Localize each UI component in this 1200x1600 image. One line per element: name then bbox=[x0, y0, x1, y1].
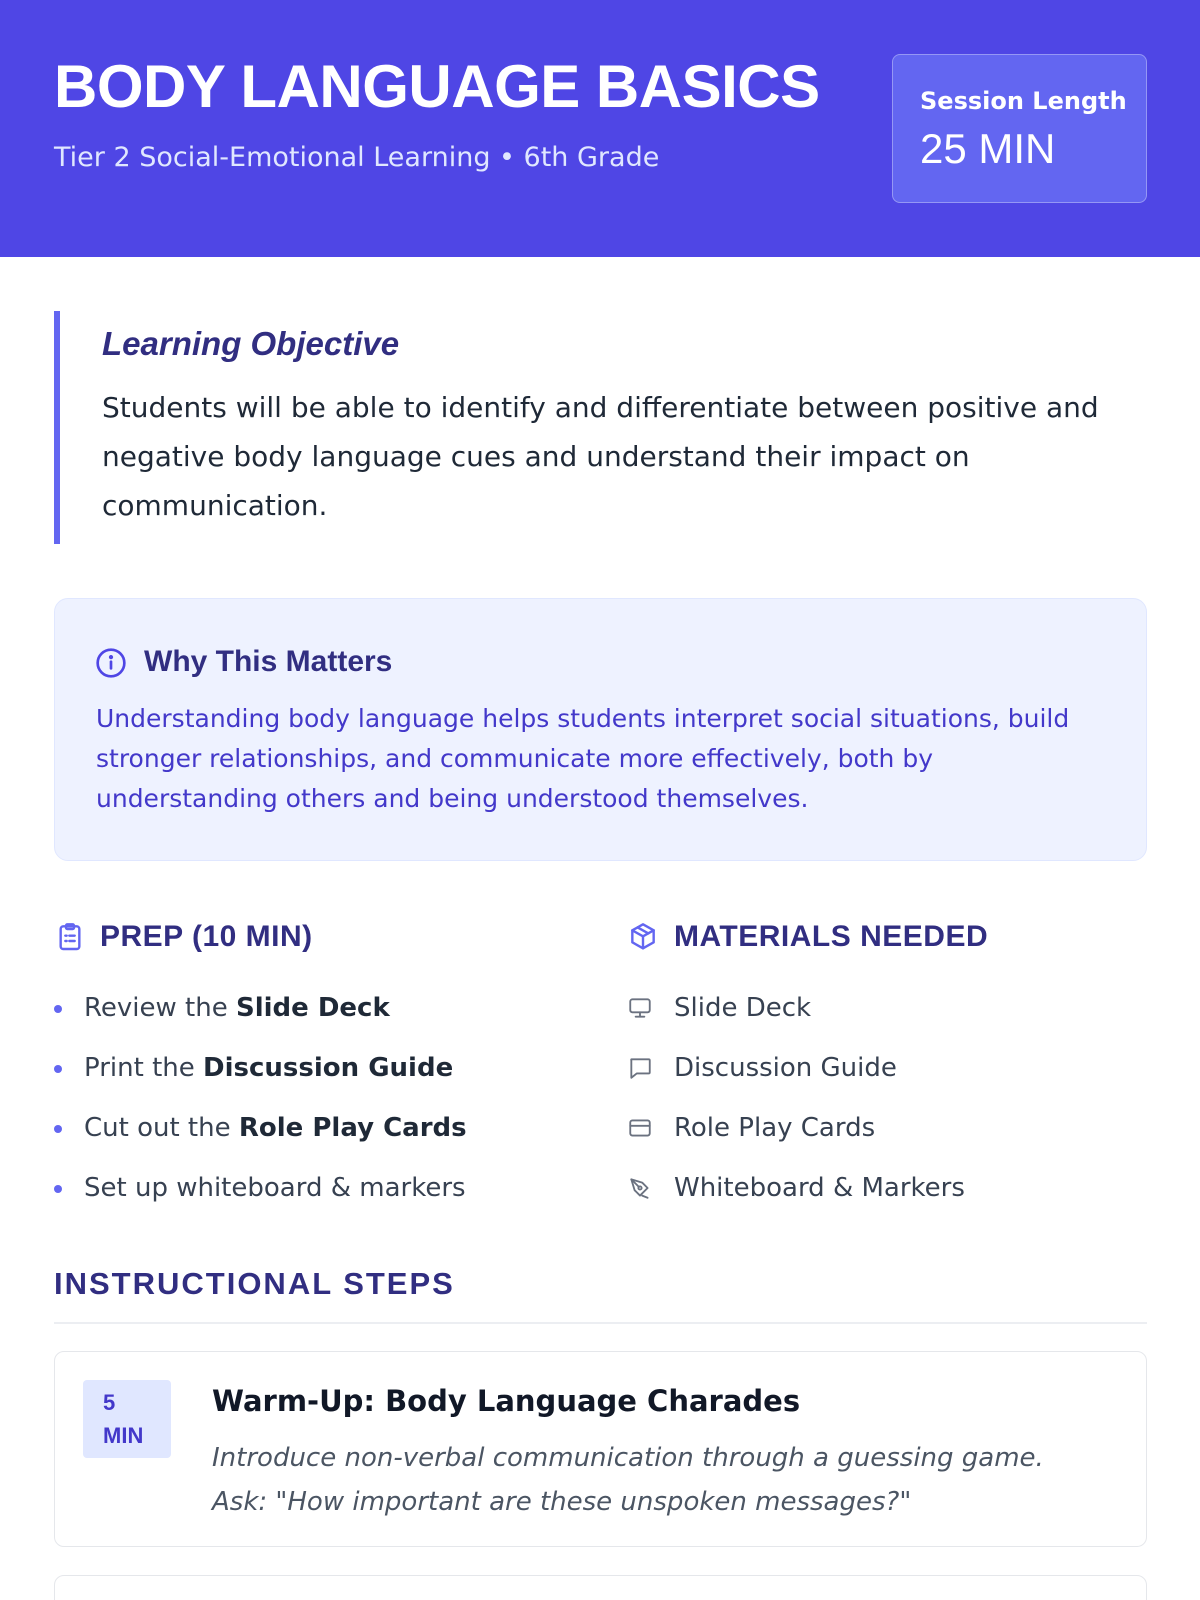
step-title: Warm-Up: Body Language Charades bbox=[212, 1384, 801, 1418]
prep-item-material: Slide Deck bbox=[235, 993, 390, 1023]
info-icon bbox=[95, 647, 127, 679]
why-this-matters-title: Why This Matters bbox=[144, 645, 393, 678]
bullet-icon bbox=[54, 1125, 62, 1133]
clipboard-icon bbox=[54, 921, 86, 953]
prep-item-prefix: Cut out the bbox=[84, 1113, 239, 1143]
session-length-box bbox=[892, 54, 1147, 203]
why-this-matters-text: Understanding body language helps students interpret social situations, build stronger relationships, and communicate more effectively, both by understanding others and being understood themselves. bbox=[96, 704, 1070, 813]
prep-item-prefix: Set up whiteboard & markers bbox=[84, 1173, 466, 1203]
prep-item bbox=[54, 1045, 574, 1105]
bullet-icon bbox=[54, 1065, 62, 1073]
prep-heading: PREP (10 MIN) bbox=[100, 920, 313, 953]
package-icon bbox=[627, 921, 659, 953]
step-duration-unit: MIN bbox=[103, 1423, 144, 1448]
session-length-value: 25 MIN bbox=[920, 125, 1056, 172]
page-subtitle: Tier 2 Social-Emotional Learning • 6th Grade bbox=[54, 142, 660, 173]
card-icon bbox=[627, 1115, 653, 1141]
monitor-icon bbox=[627, 995, 653, 1021]
material-item bbox=[627, 1045, 1147, 1105]
material-label: Slide Deck bbox=[674, 993, 812, 1023]
prep-item-prefix: Review the bbox=[84, 993, 236, 1023]
section-divider bbox=[54, 1322, 1147, 1324]
prep-list bbox=[54, 985, 574, 1225]
step-card bbox=[54, 1351, 1147, 1547]
materials-list bbox=[627, 985, 1147, 1225]
material-label: Whiteboard & Markers bbox=[674, 1173, 965, 1203]
why-this-matters-box bbox=[54, 598, 1147, 861]
prep-item-prefix: Print the bbox=[84, 1053, 204, 1083]
page-header bbox=[0, 0, 1200, 257]
page-title: BODY LANGUAGE BASICS bbox=[54, 53, 820, 120]
bullet-icon bbox=[54, 1005, 62, 1013]
learning-objective-text: Students will be able to identify and differentiate between positive and negative body language cues and understand their impact on communication. bbox=[102, 391, 1099, 522]
step-card bbox=[54, 1575, 1147, 1600]
step-duration-badge bbox=[83, 1380, 171, 1458]
step-description: Introduce non-verbal communication through a guessing game. Ask: "How important are these unspoken messages?" bbox=[212, 1443, 1044, 1517]
prep-item bbox=[54, 985, 574, 1045]
session-length-label: Session Length bbox=[920, 87, 1127, 115]
prep-item bbox=[54, 1105, 574, 1165]
learning-objective bbox=[54, 311, 1147, 544]
prep-item bbox=[54, 1165, 574, 1225]
pen-tool-icon bbox=[627, 1175, 653, 1201]
material-item bbox=[627, 1105, 1147, 1165]
instructional-steps-heading: INSTRUCTIONAL STEPS bbox=[54, 1266, 455, 1301]
prep-item-material: Role Play Cards bbox=[238, 1113, 467, 1143]
message-icon bbox=[627, 1055, 653, 1081]
materials-heading: MATERIALS NEEDED bbox=[674, 920, 989, 953]
material-item bbox=[627, 1165, 1147, 1225]
material-item bbox=[627, 985, 1147, 1045]
bullet-icon bbox=[54, 1185, 62, 1193]
step-duration-value: 5 bbox=[103, 1390, 116, 1415]
material-label: Role Play Cards bbox=[674, 1113, 876, 1143]
learning-objective-title: Learning Objective bbox=[102, 325, 400, 362]
prep-item-material: Discussion Guide bbox=[203, 1053, 454, 1083]
material-label: Discussion Guide bbox=[674, 1053, 897, 1083]
